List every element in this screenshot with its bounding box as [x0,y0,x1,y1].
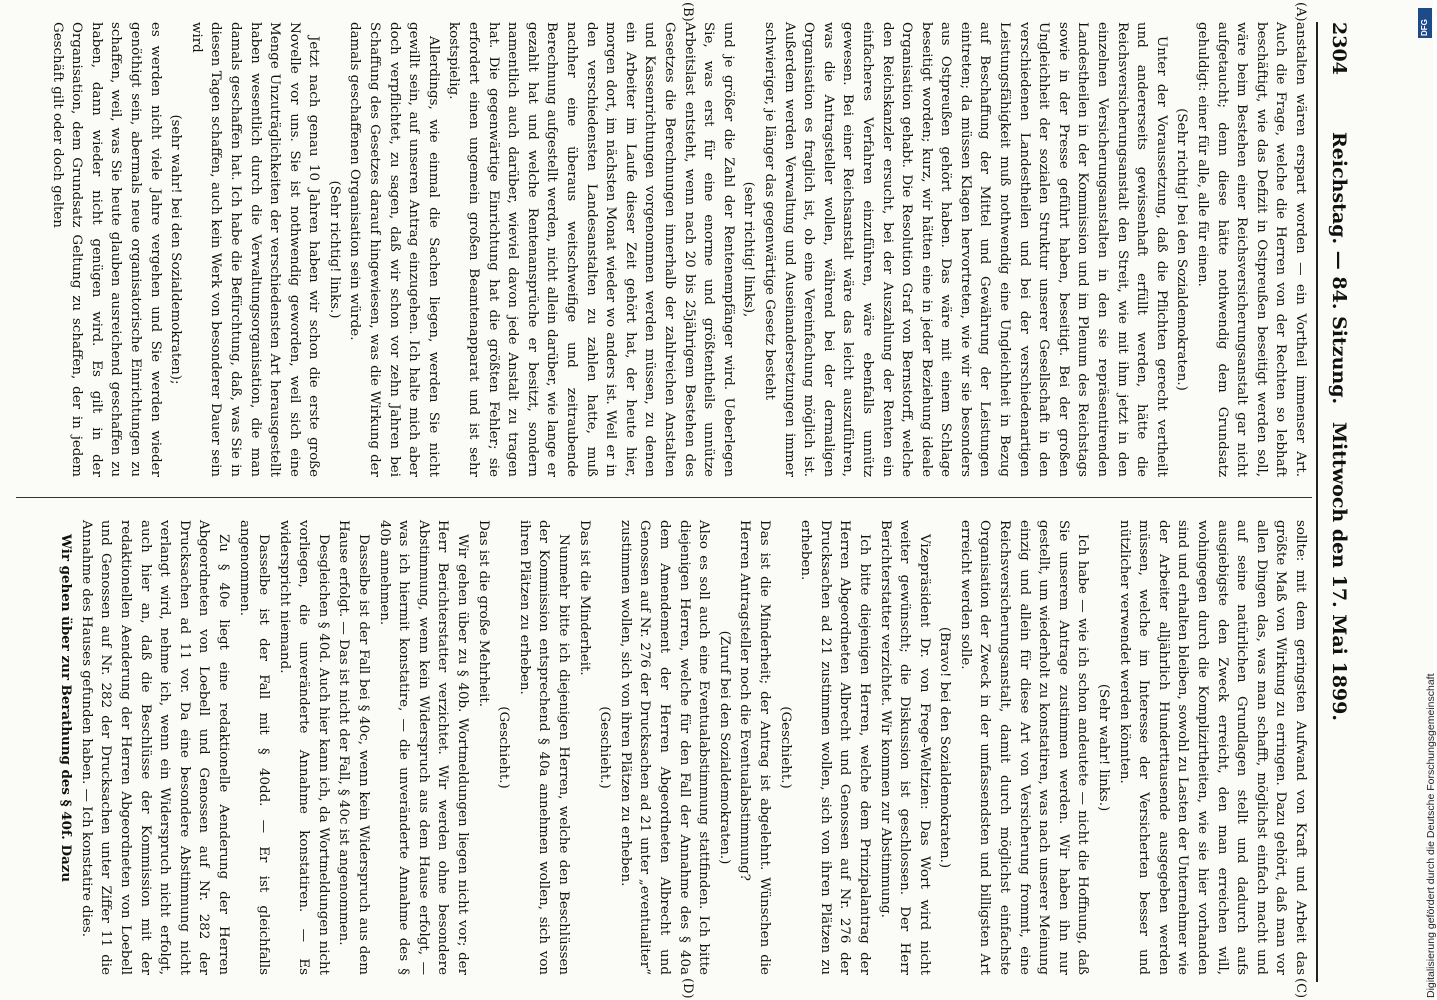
interjection: (Geschieht.) [777,706,793,789]
paragraph: Wir gehen über zu § 40b. Wortmeldungen liegen nicht vor; der Herr Berichterstatter verzichtet. Wir werden ohne besondere Abstimmung, wenn kein Widerspruch aus dem Hause erfolgt, — was ich hiermit konstatire, — die unveränderte Annahme des § 40b annehmen. [376,520,471,975]
session-title: Reichstag. — 84. Sitzung. [1328,132,1350,405]
left-text-column [20,22,1310,477]
paragraph: Ich habe — wie ich schon andeutete — nicht die Hoffnung, daß Sie unserem Antrage zustimmen werden. Wir haben ihn nur gestellt, um wiederholt zu konstatiren, was nach unserer Meinung einzig und allein für diese Art von Versicherung frommt, eine Reichsversicherungsanstalt, damit durch möglichst einfachste Organisation der Zweck in der umfassendsten und billigsten Art erreicht werden solle. [957,520,1091,975]
paragraph: Dasselbe ist der Fall mit § 40dd. — Er ist gleichfalls angenommen. [236,520,272,975]
paragraph: sollte: mit dem geringsten Aufwand von Kraft und Arbeit das größte Maß von Wirkung zu erringen. Dazu gehört, daß man vor allen Dingen das, was man schafft, möglichst einfach macht und auf seine natürlichen Grundlagen stellt und dadurch aufs ausgiebigste den Zweck erreicht, den man erreichen will, wohingegen durch die Komplizirtheiten, wie sie hier vorhanden sind und erhalten bleiben, sowohl zu Lasten der Unternehmer wie der Arbeiter alljährlich Hunderttausende ausgegeben werden müssen, welche im Interesse der Versicherten besser und nützlicher verwendet werden könnten. [1116,520,1308,975]
margin-label-d: (D) [680,978,695,999]
credit-text: Digitalisierung gefördert durch die Deutsche Forschungsgemeinschaft [1425,673,1437,998]
interjection: (Geschieht.) [496,706,512,789]
interjection: (Zuruf bei den Sozialdemokraten.) [716,630,732,865]
paragraph: es werden nicht viele Jahre vergehen und Sie werden wieder genöthigt sein, abermals neue organisatorische Einrichtungen zu schaffen, weil, was Sie heute glauben ausreichend geschaffen zu haben, dann wieder nicht genügen wird. Es gilt in der Organisation, dem Grundsatz Geltung zu schaffen, der in jedem Geschäft gilt oder doch gelten [49,22,163,477]
paragraph: Unter der Voraussetzung, daß die Pflichten gerecht vertheilt und andererseits gewissenhaft erfüllt werden, hätte die Reichsversicherungsanstalt den Streit, wie mit ihm jetzt in den einzelnen Versicherungsanstalten in den sie repräsentirenden Landestheilen in der Kommission und im Plenum des Reichstags sowie in der Presse geführt haben, beseitigt. Bei der großen Ungleichheit der sozialen Struktur unserer Gesellschaft in den verschiedenen Landestheilen und bei der verschiedenartigen Leistungsfähigkeit muß nothwendig eine Ungleichheit in Bezug auf Beschaffung der Mittel und Gewährung der Leistungen eintreten; da müssen Klagen hervortreten, wie wir sie besonders aus Ostpreußen gehört haben. Das wäre mit einem Schlage beseitigt worden; kurz, wir hätten eine in jeder Beziehung ideale Organisation gehabt. Die Resolution Graf von Bernstorff, welche den Reichskanzler ersucht, bei der Auszahlung der Renten ein einfacheres Verfahren einzuführen, wäre ebenfalls unnütz gewesen. Bei einer Reichsanstalt wäre das leicht auszuführen, was die Antragsteller wollen, während bei der dermaligen Organisation es fraglich ist, ob eine Vereinfachung möglich ist. Außerdem werden Verwaltung und Auseinandersetzungen immer schwieriger, je länger das gegenwärtige Gesetz besteht [761,22,1169,477]
paragraph: Das ist die große Mehrheit. [475,520,491,707]
paragraph: Wir gehen über zur Berathung des § 40f. Dazu [58,534,75,883]
session-date: Mittwoch den 17. Mai 1899. [1328,422,1350,721]
right-text-column [20,520,1310,975]
paragraph: Jetzt nach genau 10 Jahren haben wir schon die erste große Novelle vor uns. Sie ist nothwendig geworden, weil sich eine Menge Unzuträglichkeiten der verschiedensten Art herausgestellt haben wesentlich durch die Verwaltungsorganisation, die man damals geschaffen hat. Ich habe die Befürchtung, daß, was Sie in diesen Tagen schaffen, auch kein Werk von besonderer Dauer sein wird [188,22,322,477]
paragraph: und je größer die Zahl der Rentenempfänger wird. Ueberlegen Sie, was erst für eine enorme und größtentheils unnütze Arbeitslast entsteht, wenn nach 20 bis 25jährigem Bestehen des Gesetzes die Berechnungen innerhalb der zahlreichen Anstalten und Kassenrichtungen vorgenommen werden müssen, zu denen ein Arbeiter im Laufe dieser Zeit gehört hat, der heute hier, morgen dort, im nächsten Monat wieder wo anders ist. Weil er in den verschiedensten Landesanstalten zu zahlen hatte, muß nachher eine überaus weitschweifige und zeitraubende Berechnung aufgestellt werden, nicht allein darüber, wie lange er gezahlt hat und welche Rentenansprüche er besitzt, sondern namentlich auch darüber, wieviel davon jede Anstalt zu tragen hat. Die gegenwärtige Einrichtung hat die größten Fehler; sie erfordert einen ungemein großen Beamtenapparat und ist sehr kostspielig. [446,22,736,477]
margin-label-b: (B) [680,2,695,22]
paragraph: anstalten wären erspart worden — ein Vortheil immenser Art. Auch die Frage, welche die Herren von der Rechten so lebhaft beschäftigt, wie das Defizit in Ostpreußen beseitigt werden soll, wäre beim Bestehen einer Reichsversicherungsanstalt gar nicht aufgetaucht; denn diese hätte nothwendig dem Grundsatz gehuldigt: einer für alle, alle für einen. [1195,22,1308,477]
margin-label-a: (A) [1293,2,1308,22]
interjection: (Sehr richtig! bei den Sozialdemokraten.) [1174,108,1190,391]
column-divider [16,497,1312,498]
interjection: (Bravo! bei den Sozialdemokraten.) [937,626,953,869]
page-header [1316,22,1360,982]
paragraph: Nunmehr bitte ich diejenigen Herren, welche den Beschlüssen der Kommission entsprechend § 40a annehmen wollen, sich von ihren Plätzen zu erheben. [516,520,572,975]
paragraph: Desgleichen § 40d. Auch hier kann ich, da Wortmeldungen nicht vorliegen, die unveränderte Annahme konstatiren. — Es widerspricht niemand. [276,520,331,975]
dfg-label: DFG [1420,19,1429,36]
paragraph: Also es soll auch eine Eventualabstimmung stattfinden. Ich bitte diejenigen Herren, welche für den Fall der Annahme des § 40a dem Amendement der Herren Abgeordneten Albrecht und Genossen auf Nr. 276 der Drucksachen ad 21 unter „eventualiter“ zustimmen wollen, sich von ihren Plätzen zu erheben. [617,520,712,975]
interjection: (Sehr wahr! links.) [1096,683,1112,812]
paragraph: Allerdings, wie einmal die Sachen liegen, werden Sie nicht gewillt sein, auf unseren Antrag einzugehen. Ich halte mich aber doch verpflichtet, zu sagen, daß wir schon vor zehn Jahren bei Schaffung des Gesetzes darauf hingewiesen, was die Wirkung der damals geschaffenen Organisation sein würde. [347,22,441,477]
paragraph: Ich bitte diejenigen Herren, welche dem Prinzipalantrag der Herren Abgeordneten Albrecht und Genossen auf Nr. 276 der Drucksachen ad 21 zustimmen wollen, sich von ihren Plätzen zu erheben. [798,520,872,975]
digitization-credit [1417,8,1437,998]
margin-label-c: (C) [1293,978,1308,999]
interjection: (Geschieht.) [597,706,613,789]
paragraph: Dasselbe ist der Fall bei § 40c, wenn kein Widerspruch aus dem Hause erfolgt. — Das ist nicht der Fall, § 40c ist angenommen. [336,520,372,975]
interjection: (sehr richtig! links), [741,181,757,318]
page-number: 2304 [1328,22,1350,75]
interjection: (Sehr richtig! links.) [326,180,342,319]
paragraph: Vizepräsident Dr. von Frege-Weltzien: Das Wort wird nicht weiter gewünscht; die Diskussion ist geschlossen. Der Herr Berichterstatter verzichtet. Wir kommen zur Abstimmung. [877,520,932,975]
interjection: (sehr wahr! bei den Sozialdemokraten); [168,114,184,385]
paragraph: Das ist die Minderheit. [576,520,592,676]
paragraph: Zu § 40e liegt eine redaktionelle Aenderung der Herren Abgeordneten von Loebell und Genossen auf Nr. 282 der Drucksachen ad 11 vor. Da eine besondere Abstimmung nicht verlangt wird, nehme ich, wenn ein Widerspruch nicht erfolgt, auch hier an, daß die Beschlüsse der Kommission mit der redaktionellen Aenderung der Herren Abgeordneten von Loebell und Genossen auf Nr. 282 der Drucksachen unter Ziffer 11 die Annahme des Hauses gefunden haben. — Ich konstatire dies. [78,520,231,975]
paragraph: Das ist die Minderheit; der Antrag ist abgelehnt. Wünschen die Herren Antragsteller noch die Eventualabstimmung? [737,520,772,975]
